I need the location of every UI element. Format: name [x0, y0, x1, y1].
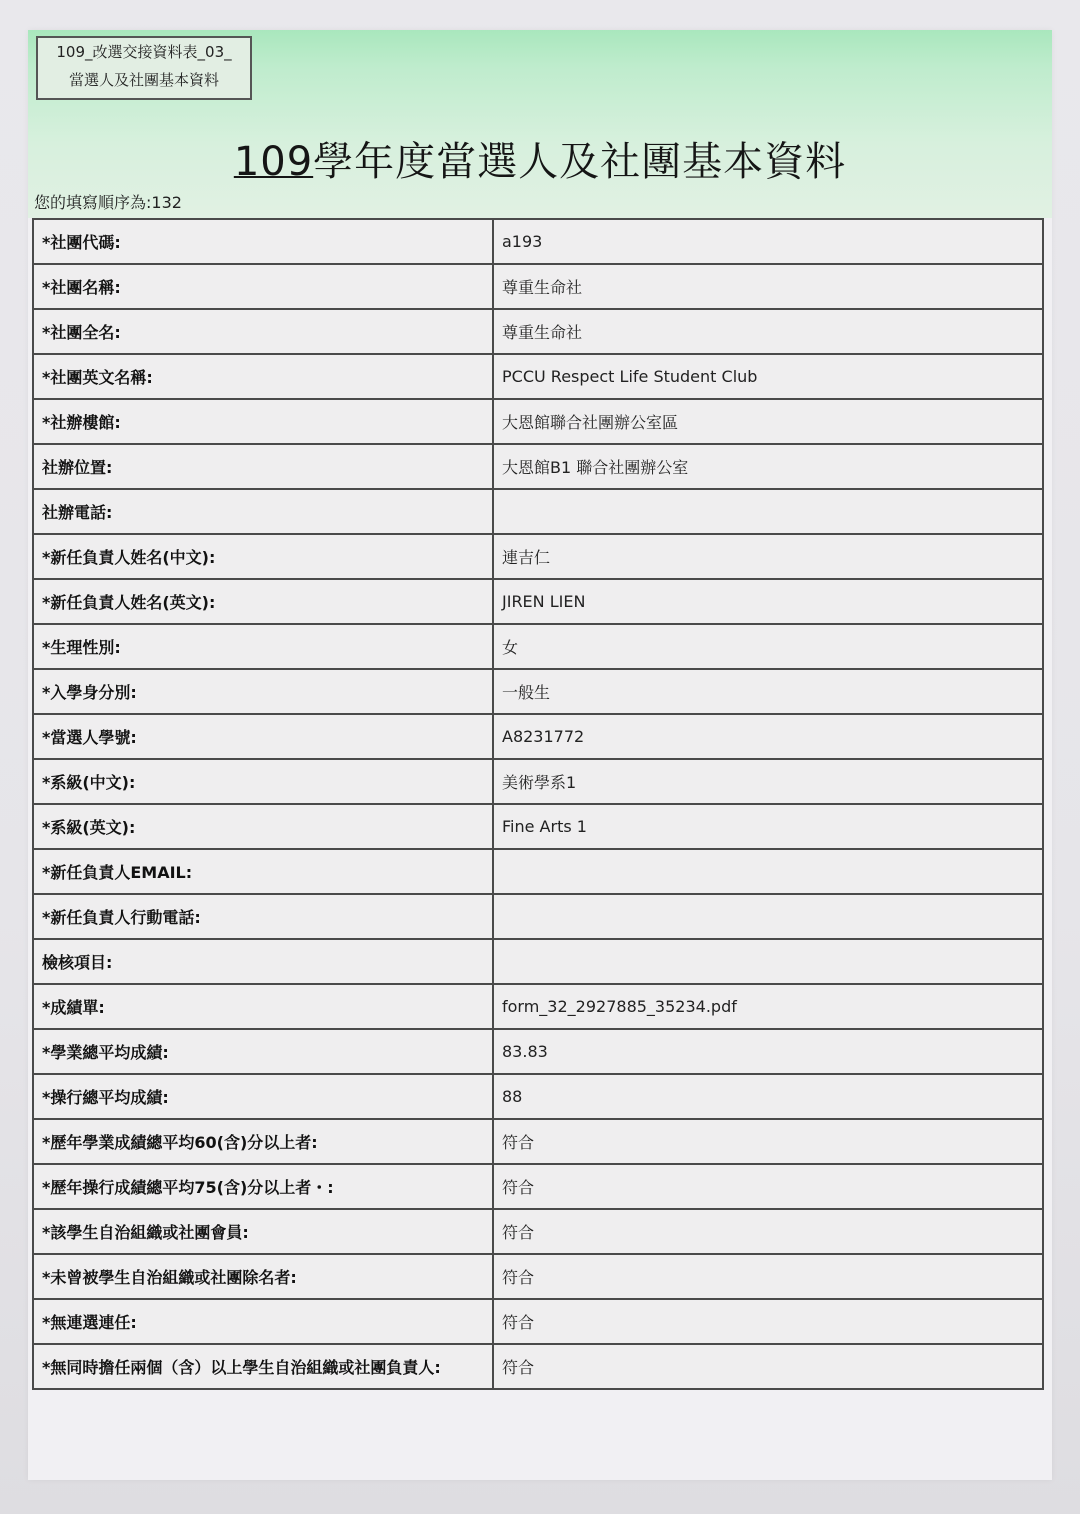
field-value: 大恩館B1 聯合社團辦公室	[493, 444, 1043, 489]
field-label: *新任負責人行動電話:	[33, 894, 493, 939]
field-value: 符合	[493, 1254, 1043, 1299]
field-value: 美術學系1	[493, 759, 1043, 804]
table-row	[33, 1299, 1043, 1344]
table-row	[33, 894, 1043, 939]
field-value: a193	[493, 219, 1043, 264]
table-row	[33, 1074, 1043, 1119]
field-value: 83.83	[493, 1029, 1043, 1074]
field-label: *新任負責人姓名(中文):	[33, 534, 493, 579]
field-label: *生理性別:	[33, 624, 493, 669]
field-label: *歷年學業成績總平均60(含)分以上者:	[33, 1119, 493, 1164]
field-label: *操行總平均成績:	[33, 1074, 493, 1119]
field-value: Fine Arts 1	[493, 804, 1043, 849]
table-row	[33, 444, 1043, 489]
field-label: *無連選連任:	[33, 1299, 493, 1344]
field-value: A8231772	[493, 714, 1043, 759]
data-table	[32, 218, 1044, 1390]
field-value: JIREN LIEN	[493, 579, 1043, 624]
page-title-year: 109	[233, 139, 314, 185]
table-row	[33, 309, 1043, 354]
field-value	[493, 489, 1043, 534]
table-row	[33, 759, 1043, 804]
page-title	[28, 130, 1052, 187]
field-label: *社團代碼:	[33, 219, 493, 264]
field-value: 88	[493, 1074, 1043, 1119]
table-row	[33, 714, 1043, 759]
field-value: form_32_2927885_35234.pdf	[493, 984, 1043, 1029]
table-row	[33, 1209, 1043, 1254]
table-row	[33, 849, 1043, 894]
field-value: 一般生	[493, 669, 1043, 714]
field-value: 大恩館聯合社團辦公室區	[493, 399, 1043, 444]
table-row	[33, 219, 1043, 264]
table-row	[33, 264, 1043, 309]
field-label: *當選人學號:	[33, 714, 493, 759]
field-label: *新任負責人EMAIL:	[33, 849, 493, 894]
field-label: *系級(中文):	[33, 759, 493, 804]
table-row	[33, 534, 1043, 579]
form-tag-line-2: 當選人及社團基本資料	[68, 71, 219, 89]
field-value: 符合	[493, 1299, 1043, 1344]
field-value: 尊重生命社	[493, 309, 1043, 354]
field-value: 尊重生命社	[493, 264, 1043, 309]
table-row	[33, 489, 1043, 534]
table-row	[33, 984, 1043, 1029]
table-row	[33, 579, 1043, 624]
data-table-body	[33, 219, 1043, 1389]
field-value: 符合	[493, 1119, 1043, 1164]
form-tag-box	[36, 36, 252, 100]
table-row	[33, 399, 1043, 444]
table-row	[33, 804, 1043, 849]
table-row	[33, 1029, 1043, 1074]
field-label: *歷年操行成績總平均75(含)分以上者・:	[33, 1164, 493, 1209]
field-value	[493, 939, 1043, 984]
field-label: *新任負責人姓名(英文):	[33, 579, 493, 624]
field-label: *學業總平均成績:	[33, 1029, 493, 1074]
field-label: *入學身分別:	[33, 669, 493, 714]
table-row	[33, 354, 1043, 399]
field-value: 連吉仁	[493, 534, 1043, 579]
field-label: *社團全名:	[33, 309, 493, 354]
field-label: *系級(英文):	[33, 804, 493, 849]
page-title-text: 學年度當選人及社團基本資料	[313, 139, 847, 185]
field-value: 女	[493, 624, 1043, 669]
table-row	[33, 1344, 1043, 1389]
field-label: 社辦位置:	[33, 444, 493, 489]
field-value: 符合	[493, 1344, 1043, 1389]
form-tag-line-1: 109_改選交接資料表_03_	[56, 43, 232, 61]
field-label: *社團英文名稱:	[33, 354, 493, 399]
fill-order-line: 您的填寫順序為:132	[34, 193, 182, 212]
table-row	[33, 939, 1043, 984]
field-label: 檢核項目:	[33, 939, 493, 984]
field-value: PCCU Respect Life Student Club	[493, 354, 1043, 399]
table-row	[33, 669, 1043, 714]
table-row	[33, 1164, 1043, 1209]
table-row	[33, 1254, 1043, 1299]
field-label: *該學生自治組織或社團會員:	[33, 1209, 493, 1254]
document-sheet	[28, 30, 1052, 1480]
field-value	[493, 849, 1043, 894]
field-label: *社辦樓館:	[33, 399, 493, 444]
table-row	[33, 624, 1043, 669]
field-label: *無同時擔任兩個（含）以上學生自治組織或社團負責人:	[33, 1344, 493, 1389]
field-label: *社團名稱:	[33, 264, 493, 309]
field-value: 符合	[493, 1209, 1043, 1254]
field-label: *未曾被學生自治組織或社團除名者:	[33, 1254, 493, 1299]
field-value: 符合	[493, 1164, 1043, 1209]
table-row	[33, 1119, 1043, 1164]
field-value	[493, 894, 1043, 939]
field-label: *成績單:	[33, 984, 493, 1029]
field-label: 社辦電話:	[33, 489, 493, 534]
